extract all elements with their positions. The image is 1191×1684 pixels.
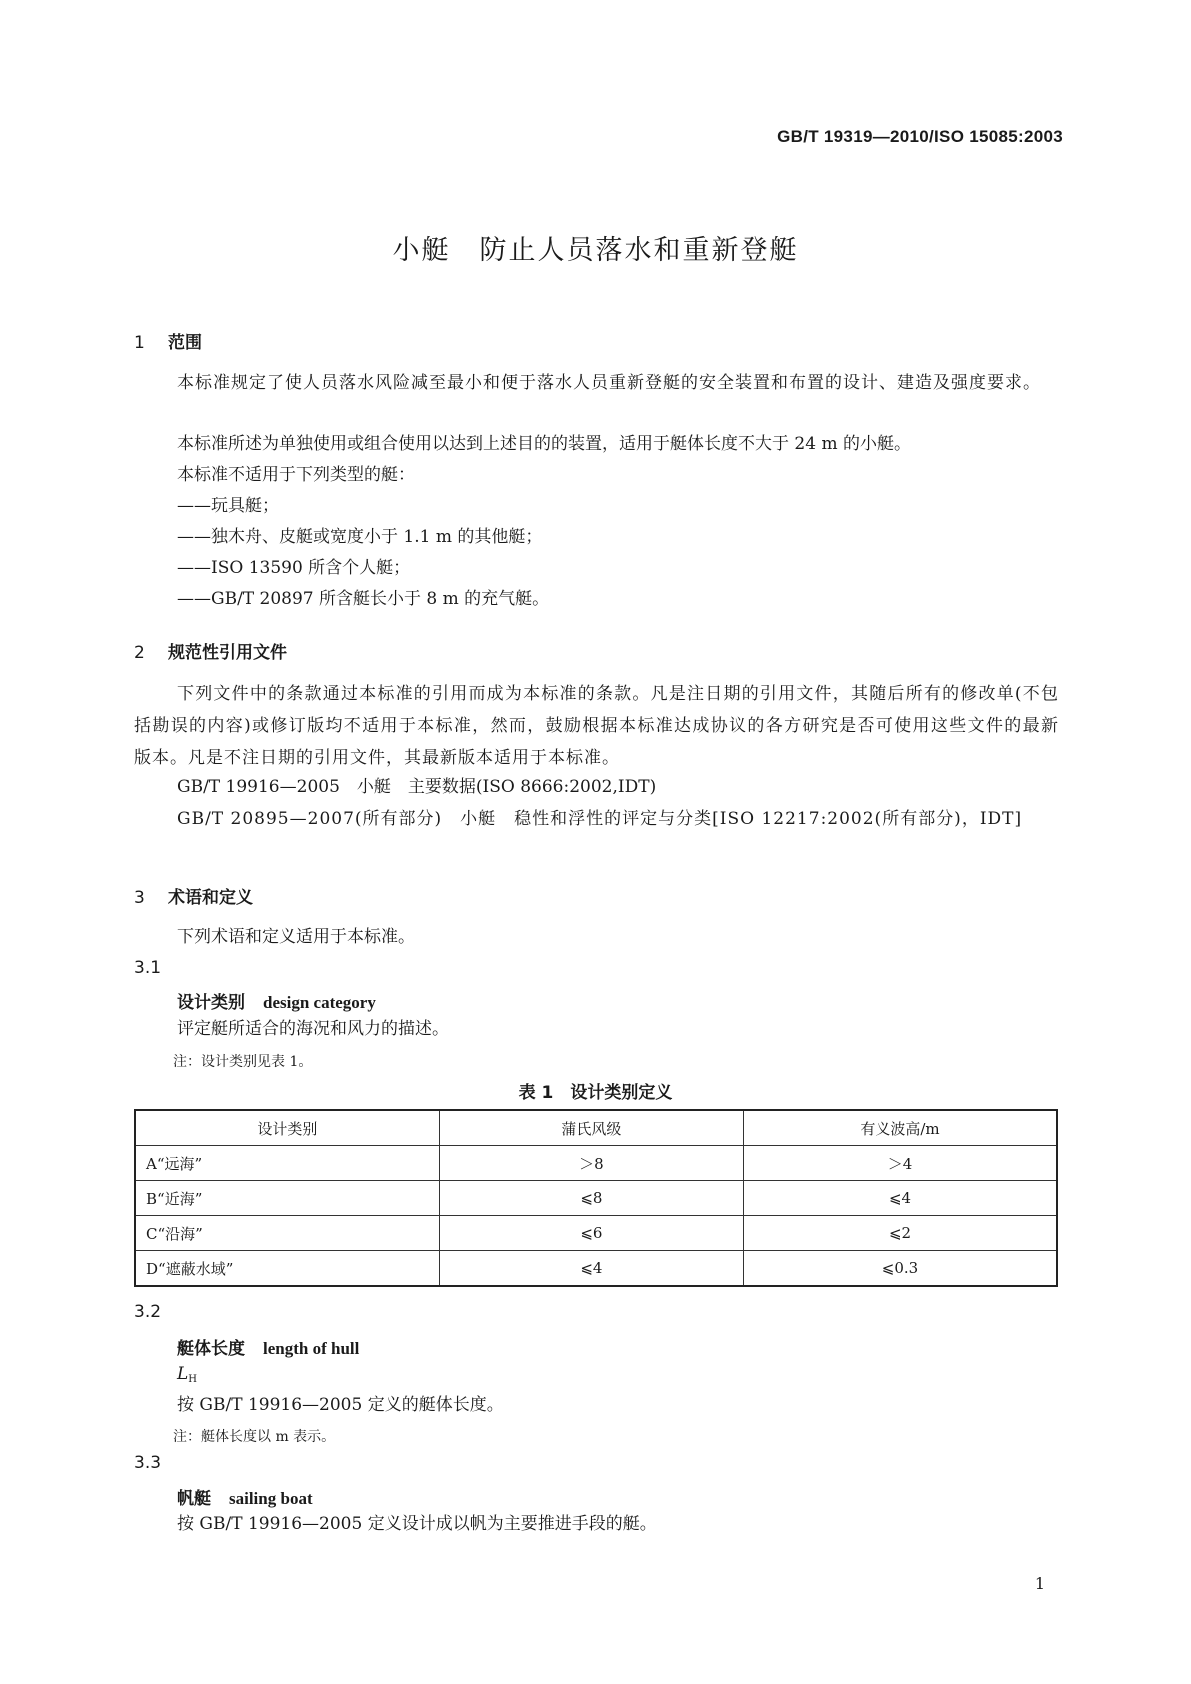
scope-list-item: ——ISO 13590 所含个人艇； [177, 558, 411, 578]
scope-paragraph-3: 本标准不适用于下列类型的艇： [177, 465, 415, 485]
clause-number: 3.1 [134, 958, 162, 978]
term-heading [177, 1484, 313, 1509]
term-zh: 帆艇 [177, 1489, 211, 1509]
section-title: 规范性引用文件 [168, 643, 287, 663]
section-1-heading [134, 328, 202, 353]
term-en: design category [263, 993, 376, 1012]
scope-list-item: ——玩具艇； [177, 496, 279, 516]
document-header: GB/T 19319—2010/ISO 15085:2003 [777, 127, 1063, 146]
table-cell: ＞4 [744, 1146, 1058, 1181]
table-row [135, 1146, 1057, 1181]
scope-paragraph-1: 本标准规定了使人员落水风险减至最小和便于落水人员重新登艇的安全装置和布置的设计、建造及强度要求。 [177, 373, 1041, 393]
section-title: 范围 [168, 333, 202, 353]
term-note: 注：艇体长度以 m 表示。 [173, 1429, 336, 1445]
page-number: 1 [1034, 1574, 1045, 1593]
term-heading [177, 1334, 359, 1359]
clause-number: 3.2 [134, 1302, 162, 1322]
table-cell: ⩽0.3 [744, 1251, 1058, 1287]
clause-number: 3.3 [134, 1453, 162, 1473]
symbol-letter: L [177, 1364, 189, 1384]
table-header-cell: 蒲氏风级 [439, 1110, 743, 1146]
scope-list-item: ——GB/T 20897 所含艇长小于 8 m 的充气艇。 [177, 589, 550, 609]
table-cell: ⩽6 [439, 1216, 743, 1251]
table-cell: ⩽4 [744, 1181, 1058, 1216]
term-note: 注：设计类别见表 1。 [173, 1054, 313, 1070]
table-cell: ⩽8 [439, 1181, 743, 1216]
table-cell: ⩽2 [744, 1216, 1058, 1251]
scope-list-item: ——独木舟、皮艇或宽度小于 1.1 m 的其他艇； [177, 527, 543, 547]
table-header-cell: 设计类别 [135, 1110, 439, 1146]
term-definition: 按 GB/T 19916—2005 定义设计成以帆为主要推进手段的艇。 [177, 1514, 657, 1534]
section-number: 1 [134, 333, 145, 353]
normative-reference-2: GB/T 20895—2007(所有部分) 小艇 稳性和浮性的评定与分类[ISO 12217:2002(所有部分)，IDT] [177, 809, 1023, 829]
term-definition: 评定艇所适合的海况和风力的描述。 [177, 1019, 449, 1039]
symbol-subscript: H [188, 1374, 198, 1385]
term-heading [177, 988, 376, 1013]
normative-paragraph: 下列文件中的条款通过本标准的引用而成为本标准的条款。凡是注日期的引用文件，其随后所有的修改单(不包括勘误的内容)或修订版均不适用于本标准，然而，鼓励根据本标准达成协议的各方研究是否可使用这些文件的最新版本。凡是不注日期的引用文件，其最新版本适用于本标准。 [134, 684, 1059, 768]
term-zh: 设计类别 [177, 993, 245, 1013]
section-2-heading [134, 638, 287, 663]
table-cell: ⩽4 [439, 1251, 743, 1287]
section-number: 3 [134, 888, 145, 908]
term-en: sailing boat [229, 1489, 313, 1508]
table-row [135, 1216, 1057, 1251]
term-zh: 艇体长度 [177, 1339, 245, 1359]
term-en: length of hull [263, 1339, 360, 1358]
scope-paragraph-2: 本标准所述为单独使用或组合使用以达到上述目的的装置，适用于艇体长度不大于 24 m 的小艇。 [177, 434, 911, 454]
document-title: 小艇 防止人员落水和重新登艇 [392, 235, 799, 266]
table-header-row [135, 1110, 1057, 1146]
table-header-cell: 有义波高/m [744, 1110, 1058, 1146]
section-title: 术语和定义 [168, 888, 253, 908]
table-cell: D“遮蔽水域” [135, 1251, 439, 1287]
section-number: 2 [134, 643, 145, 663]
table-row [135, 1251, 1057, 1287]
table-row [135, 1181, 1057, 1216]
section-3-heading [134, 883, 253, 908]
table-cell: B“近海” [135, 1181, 439, 1216]
term-definition: 按 GB/T 19916—2005 定义的艇体长度。 [177, 1395, 504, 1415]
table-cell: ＞8 [439, 1146, 743, 1181]
table-cell: C“沿海” [135, 1216, 439, 1251]
design-category-table [134, 1109, 1058, 1287]
normative-reference-1: GB/T 19916—2005 小艇 主要数据(ISO 8666:2002,IDT) [177, 777, 657, 797]
terms-intro: 下列术语和定义适用于本标准。 [177, 927, 415, 947]
table-caption: 表 1 设计类别定义 [518, 1083, 673, 1103]
table-cell: A“远海” [135, 1146, 439, 1181]
